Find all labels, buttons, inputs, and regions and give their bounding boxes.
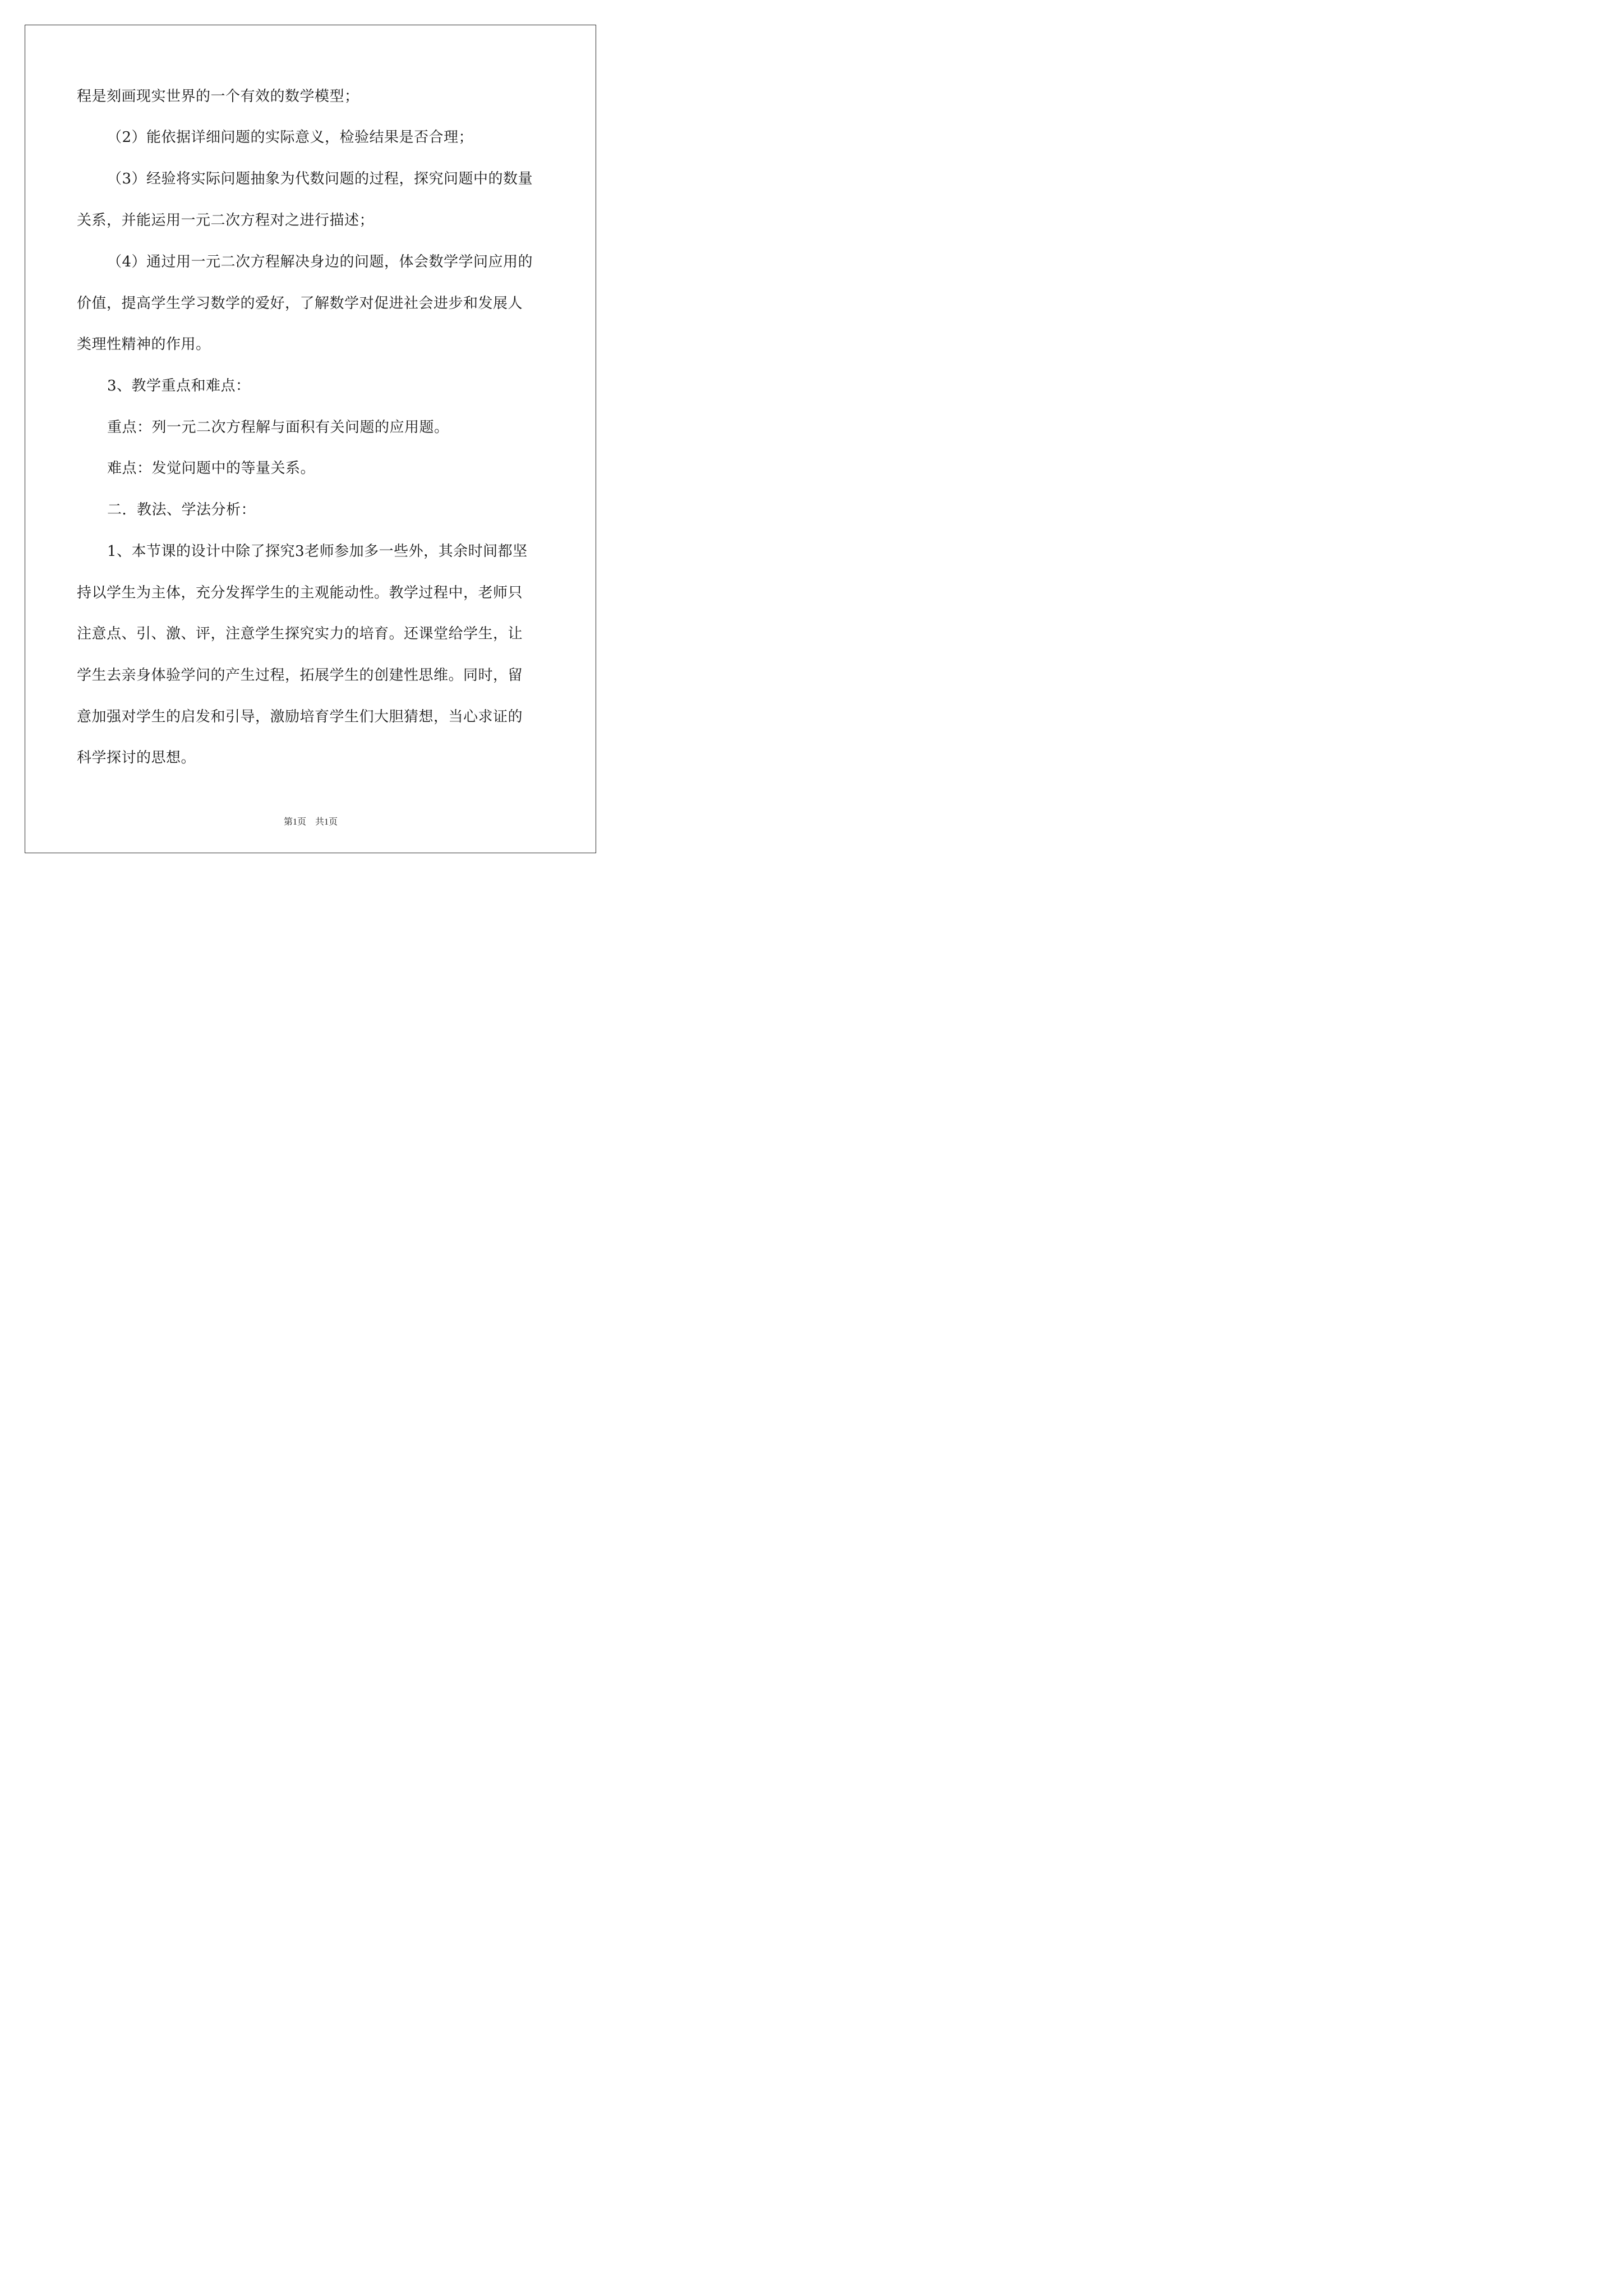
text-line: 意加强对学生的启发和引导，激励培育学生们大胆猜想，当心求证的 — [77, 708, 523, 725]
text-line: 程是刻画现实世界的一个有效的数学模型； — [77, 88, 359, 105]
text-line: 1、本节课的设计中除了探究3老师参加多一些外，其余时间都坚 — [107, 543, 528, 560]
text-line: 关系，并能运用一元二次方程对之进行描述； — [77, 212, 375, 229]
page-border — [25, 25, 596, 853]
text-line: （4）通过用一元二次方程解决身边的问题，体会数学学问应用的 — [107, 254, 533, 270]
text-line: （3）经验将实际问题抽象为代数问题的过程，探究问题中的数量 — [107, 171, 533, 187]
text-line: （2）能依据详细问题的实际意义，检验结果是否合理； — [107, 129, 474, 146]
section-heading: 3、教学重点和难点： — [107, 378, 251, 394]
page-number-footer: 第1页 共1页 — [283, 817, 338, 827]
text-line: 难点：发觉问题中的等量关系。 — [107, 460, 316, 477]
text-line: 重点：列一元二次方程解与面积有关问题的应用题。 — [107, 419, 449, 436]
text-line: 科学探讨的思想。 — [77, 749, 196, 766]
text-line: 持以学生为主体，充分发挥学生的主观能动性。教学过程中，老师只 — [77, 585, 523, 601]
text-line: 注意点、引、激、评，注意学生探究实力的培育。还课堂给学生，让 — [77, 625, 523, 642]
text-line: 类理性精神的作用。 — [77, 336, 211, 353]
text-line: 价值，提高学生学习数学的爱好，了解数学对促进社会进步和发展人 — [77, 295, 523, 312]
section-heading: 二．教法、学法分析： — [107, 501, 256, 518]
text-line: 学生去亲身体验学问的产生过程，拓展学生的创建性思维。同时，留 — [77, 667, 523, 684]
